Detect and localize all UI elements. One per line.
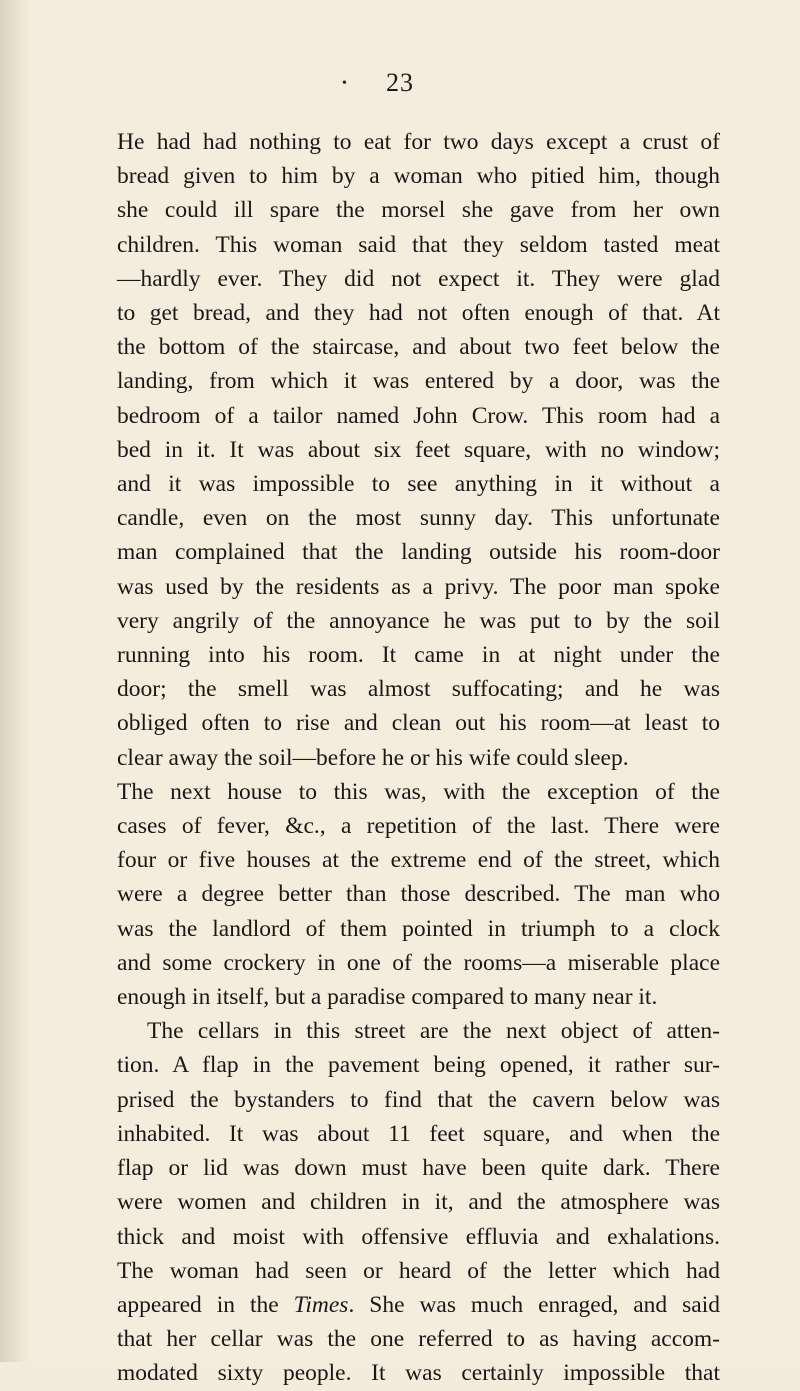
text-line: modated sixty people. It was certainly impossible that [117, 1360, 720, 1387]
text-line: to get bread, and they had not often enough of that. At [117, 300, 720, 327]
text-line: —hardly ever. They did not expect it. They were glad [117, 265, 720, 292]
text-line: The next house to this was, with the exception of the [117, 778, 720, 805]
text-line: cases of fever, &c., a repetition of the last. There were [117, 813, 720, 840]
text-line: were a degree better than those described. The man who [117, 881, 720, 908]
text-line: she could ill spare the morsel she gave from her own [117, 197, 720, 224]
text-line: was used by the residents as a privy. The poor man spoke [117, 573, 720, 600]
page-number [0, 68, 800, 98]
text-line: bedroom of a tailor named John Crow. This room had a [117, 402, 720, 429]
text-line: and some crockery in one of the rooms—a miserable place [117, 949, 720, 976]
text-line: tion. A flap in the pavement being opened, it rather sur- [117, 1052, 720, 1079]
text-line: running into his room. It came in at night under the [117, 642, 720, 669]
text-line: clear away the soil—before he or his wife could sleep. [117, 744, 629, 771]
text-line: The woman had seen or heard of the letter which had [117, 1257, 720, 1284]
text-line: was the landlord of them pointed in triumph to a clock [117, 915, 720, 942]
text-line: The cellars in this street are the next object of atten- [147, 1018, 720, 1045]
text-line: the bottom of the staircase, and about two feet below the [117, 334, 720, 361]
text-line: enough in itself, but a paradise compared to many near it. [117, 984, 658, 1011]
page-number-value: 23 [386, 68, 414, 97]
body-text [117, 125, 720, 1391]
text-segment: . She was much enraged, and said [348, 1291, 720, 1318]
text-line: very angrily of the annoyance he was put to by the soil [117, 607, 720, 634]
text-line: He had had nothing to eat for two days except a crust of [117, 129, 720, 155]
text-line: children. This woman said that they seldom tasted meat [117, 231, 720, 258]
newspaper-title: Times [293, 1291, 349, 1318]
page-number-dot: • [342, 76, 348, 91]
text-line: landing, from which it was entered by a door, was the [117, 368, 720, 395]
text-line: four or five houses at the extreme end of the street, which [117, 847, 720, 874]
text-line-with-italic [117, 1288, 720, 1322]
text-line: prised the bystanders to find that the cavern below was [117, 1086, 720, 1113]
text-line: inhabited. It was about 11 feet square, and when the [117, 1120, 720, 1147]
text-line: thick and moist with offensive effluvia and exhalations. [117, 1223, 720, 1250]
text-line: door; the smell was almost suffocating; and he was [117, 676, 720, 703]
text-segment: appeared in the [117, 1291, 294, 1318]
text-line: that her cellar was the one referred to as having accom- [117, 1326, 720, 1353]
text-line: flap or lid was down must have been quite dark. There [117, 1155, 720, 1182]
text-line: bed in it. It was about six feet square, with no window; [117, 436, 720, 463]
text-line: candle, even on the most sunny day. This unfortunate [117, 505, 720, 532]
text-line: were women and children in it, and the atmosphere was [117, 1189, 720, 1216]
text-line: obliged often to rise and clean out his room—at least to [117, 710, 720, 737]
text-line: bread given to him by a woman who pitied him, though [117, 163, 720, 190]
text-line: man complained that the landing outside his room-door [117, 539, 720, 566]
text-line: and it was impossible to see anything in it without a [117, 471, 720, 498]
